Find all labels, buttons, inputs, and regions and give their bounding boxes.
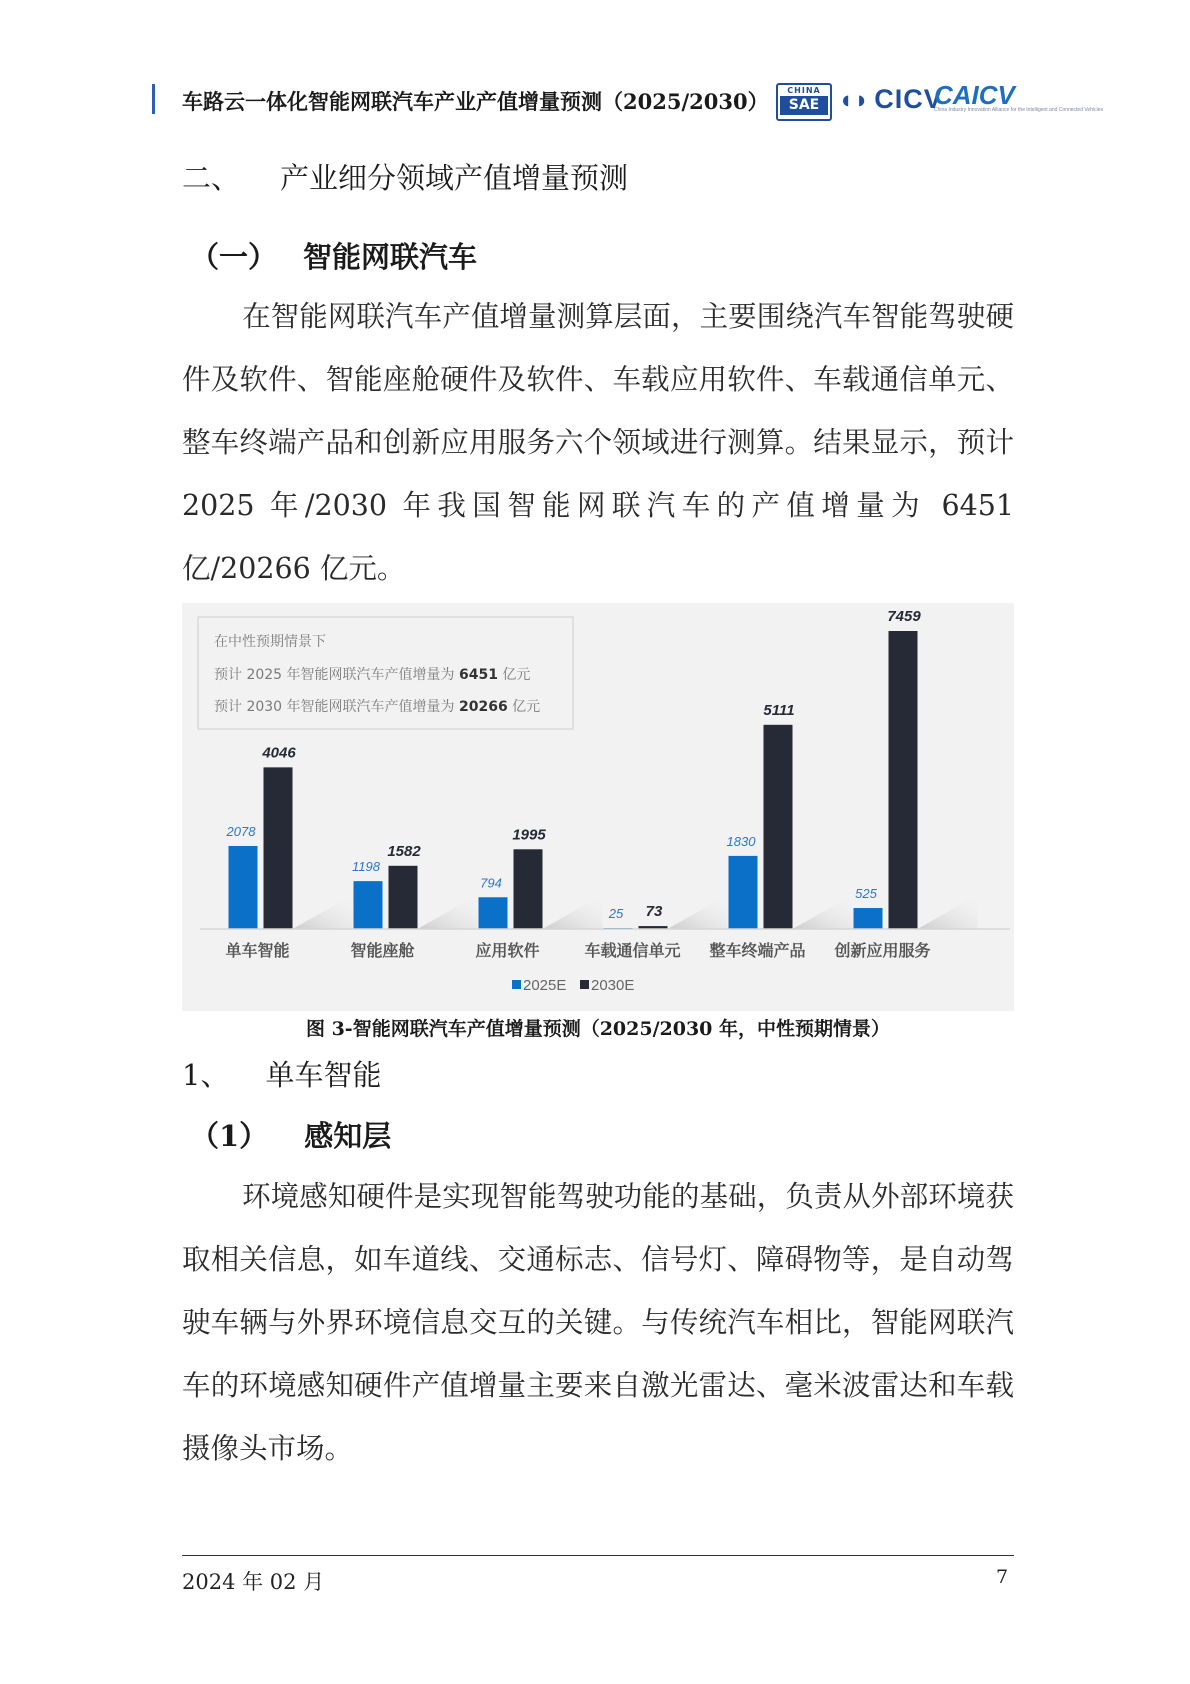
- sae-logo-bottom-text: SAE: [780, 96, 828, 115]
- figure-caption: 图 3-智能网联汽车产值增量预测（2025/2030 年，中性预期情景）: [305, 1018, 891, 1040]
- category-label-4: 整车终端产品: [709, 941, 806, 960]
- chart-note-line3-value: 20266: [458, 699, 508, 715]
- chart-note-line1: 在中性预期情景下: [214, 634, 326, 650]
- bar-2030E-5: [889, 631, 918, 929]
- intro-paragraph-text: 在智能网联汽车产值增量测算层面，主要围绕汽车智能驾驶硬件及软件、智能座舱硬件及软件、车载应用软件、车载通信单元、整车终端产品和创新应用服务六个领域进行测算。结果显示，预计 2025 年/2030 年我国智能网联汽车的产值增量为 6451 亿/20266 亿元。: [182, 300, 1014, 585]
- bar-shadow: [418, 895, 478, 929]
- chart-note-line2-prefix: 预计 2025 年智能网联汽车产值增量为: [214, 667, 455, 683]
- sub-heading-2-number: （1）: [190, 1119, 269, 1153]
- sub-heading-1: [182, 1053, 381, 1094]
- data-label-2025E-4: 1830: [726, 833, 756, 849]
- cicv-mark-icon: ◖◗: [838, 86, 871, 114]
- bar-2030E-0: [264, 767, 293, 929]
- cicv-logo-text: CICV: [874, 84, 943, 114]
- sub-heading-1-title: 单车智能: [265, 1058, 382, 1092]
- bar-2025E-2: [479, 897, 508, 929]
- section-title: 产业细分领域产值增量预测: [280, 161, 629, 195]
- data-label-2025E-1: 1198: [352, 859, 380, 875]
- bar-shadow: [793, 895, 853, 929]
- caicv-logo: [934, 80, 1103, 113]
- bar-shadow: [668, 895, 728, 929]
- data-label-2030E-4: 5111: [763, 701, 795, 719]
- china-sae-logo: [776, 83, 832, 121]
- data-label-2025E-5: 525: [855, 886, 877, 902]
- data-label-2030E-2: 1995: [512, 826, 546, 844]
- header-accent-bar: [152, 84, 155, 114]
- data-label-2025E-0: 2078: [226, 823, 256, 839]
- sae-logo-top-text: CHINA: [787, 86, 821, 95]
- chart-note-line3-suffix: 亿元: [512, 699, 541, 715]
- chart-note-line2-suffix: 亿元: [502, 667, 531, 683]
- chart-note-line2: [214, 666, 530, 683]
- sub-heading-2-title: 感知层: [304, 1119, 392, 1153]
- perception-paragraph: [182, 1165, 1014, 1480]
- chart-note-line3-prefix: 预计 2030 年智能网联汽车产值增量为: [214, 699, 455, 715]
- chart-note-line3: [214, 698, 540, 715]
- bar-chart: [182, 603, 1014, 1011]
- section-number: 二、: [182, 161, 241, 195]
- category-label-3: 车载通信单元: [584, 941, 681, 960]
- bar-shadow: [543, 895, 603, 929]
- bar-shadow: [918, 895, 978, 929]
- subsection-number: （一）: [190, 240, 278, 274]
- section-heading: [182, 156, 628, 197]
- caicv-logo-text: CAICV: [934, 80, 1015, 110]
- bar-2030E-1: [389, 866, 418, 929]
- data-label-2030E-0: 4046: [262, 744, 296, 762]
- category-label-1: 智能座舱: [350, 941, 415, 960]
- legend-swatch-2030E: [580, 980, 589, 989]
- bar-2030E-2: [514, 849, 543, 929]
- legend-label-2025E: 2025E: [523, 977, 567, 994]
- footer-divider: [182, 1555, 1014, 1556]
- caicv-logo-subtitle: China Industry Innovation Alliance for the Intelligent and Connected Vehicles: [934, 107, 1103, 113]
- header-title: 车路云一体化智能网联汽车产业产值增量预测（2025/2030）: [182, 89, 769, 114]
- data-label-2025E-2: 794: [480, 875, 502, 891]
- page-number: 7: [996, 1566, 1009, 1588]
- subsection-heading: [190, 235, 477, 276]
- category-label-5: 创新应用服务: [834, 941, 931, 960]
- sub-heading-1-number: 1、: [182, 1058, 230, 1092]
- category-label-0: 单车智能: [225, 941, 290, 960]
- chart-note-line2-value: 6451: [458, 667, 498, 683]
- data-label-2030E-3: 73: [645, 903, 663, 921]
- data-label-2030E-1: 1582: [387, 842, 421, 860]
- bar-2025E-1: [354, 881, 383, 929]
- bar-shadow: [293, 895, 353, 929]
- data-label-2025E-3: 25: [608, 906, 624, 922]
- bar-2025E-0: [229, 846, 258, 929]
- intro-paragraph: [182, 285, 1014, 600]
- legend-label-2030E: 2030E: [591, 977, 635, 994]
- subsection-title: 智能网联汽车: [303, 240, 478, 274]
- bar-2030E-4: [764, 725, 793, 929]
- cicv-logo: [838, 84, 943, 115]
- category-label-2: 应用软件: [475, 941, 540, 960]
- legend-swatch-2025E: [512, 980, 521, 989]
- bar-2025E-4: [729, 856, 758, 929]
- footer-date: 2024 年 02 月: [182, 1570, 325, 1594]
- bar-chart-svg: [182, 603, 1014, 1011]
- perception-paragraph-text: 环境感知硬件是实现智能驾驶功能的基础，负责从外部环境获取相关信息，如车道线、交通标志、信号灯、障碍物等，是自动驾驶车辆与外界环境信息交互的关键。与传统汽车相比，智能网联汽车的环境感知硬件产值增量主要来自激光雷达、毫米波雷达和车载摄像头市场。: [182, 1180, 1014, 1465]
- chart-note-box: [198, 617, 573, 729]
- data-label-2030E-5: 7459: [887, 608, 921, 625]
- sub-heading-2: [190, 1114, 391, 1155]
- bar-2025E-5: [854, 908, 883, 929]
